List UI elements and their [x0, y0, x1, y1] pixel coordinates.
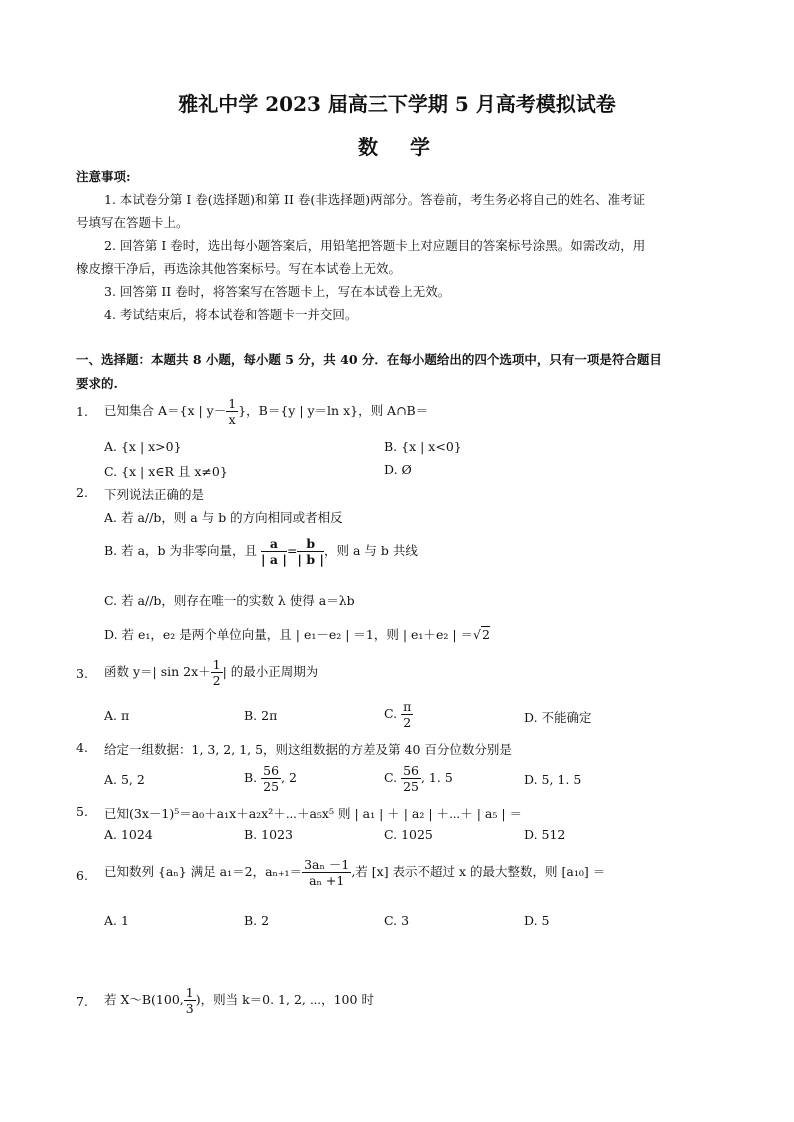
q6-stem-part1: 已知数列 {aₙ} 满足 a₁＝2，aₙ₊₁＝ [104, 864, 303, 879]
q2-eq-sign: = [286, 543, 298, 558]
q3-stem-part2: | 的最小正周期为 [222, 664, 319, 679]
q1-stem [104, 396, 428, 427]
q6-option-c: C. 3 [384, 913, 410, 928]
q2-frac-a-num: a [261, 536, 287, 552]
q4-option-c-fraction [401, 763, 421, 794]
q6-number: 6. [76, 868, 88, 883]
q3-option-a: A. π [104, 708, 130, 723]
q3-stem [104, 657, 318, 688]
q3-option-d: D. 不能确定 [524, 710, 592, 725]
q6-option-b: B. 2 [244, 913, 270, 928]
q3-fraction [211, 657, 223, 688]
q4-option-c-rest: , 1. 5 [420, 770, 453, 785]
q4-option-c-label: C. [384, 770, 398, 785]
q1-option-b: B. {x | x<0} [384, 439, 462, 454]
sqrt-symbol: √2 [473, 627, 490, 642]
q5-option-a: A. 1024 [104, 827, 153, 842]
q2-frac-a-den: | a | [261, 552, 287, 567]
exam-title: 雅礼中学 2023 届高三下学期 5 月高考模拟试卷 [178, 92, 616, 116]
q2-option-b-text: B. 若 a，b 为非零向量，且 [104, 543, 258, 558]
q3-c-den: 2 [403, 715, 412, 730]
q7-fraction [184, 985, 196, 1016]
q1-number: 1. [76, 404, 88, 419]
q3-option-c-fraction [401, 699, 413, 730]
notice-item-2b: 橡皮擦干净后，再选涂其他答案标号。写在本试卷上无效。 [76, 261, 402, 276]
q1-option-d: D. Ø [384, 462, 412, 477]
q3-option-c-label: C. [384, 706, 398, 721]
q4-b-den: 25 [263, 779, 280, 794]
q5-option-c: C. 1025 [384, 827, 433, 842]
q2-frac-a [261, 536, 287, 567]
q7-frac-den: 3 [185, 1001, 194, 1016]
sqrt-radicand: 2 [481, 627, 490, 642]
q2-option-b [104, 536, 418, 567]
q6-stem [104, 857, 605, 888]
q2-stem: 下列说法正确的是 [104, 487, 205, 502]
notice-item-1a: 1. 本试卷分第 I 卷(选择题)和第 II 卷(非选择题)两部分。答卷前，考生务必将自己的姓名、准考证 [104, 192, 646, 207]
q2-option-b-tail: ，则 a 与 b 共线 [323, 543, 418, 558]
q6-frac-den: aₙ +1 [309, 873, 345, 888]
q6-option-a: A. 1 [104, 913, 129, 928]
q6-fraction [302, 857, 351, 888]
q5-number: 5. [76, 804, 88, 819]
q2-option-d [104, 625, 490, 643]
q2-option-c: C. 若 a//b，则存在唯一的实数 λ 使得 a＝λb [104, 593, 355, 608]
q4-option-b [244, 763, 297, 794]
q7-stem-part2: )，则当 k＝0. 1, 2, ⋯，100 时 [195, 992, 374, 1007]
q4-number: 4. [76, 740, 88, 755]
notice-item-1b: 号填写在答题卡上。 [76, 215, 189, 230]
q4-c-den: 25 [403, 779, 419, 794]
q1-stem-part1: 已知集合 A＝{x | y－ [104, 403, 227, 418]
q7-stem-part1: 若 X～B(100, [104, 992, 184, 1007]
q6-stem-part2: ,若 [x] 表示不超过 x 的最大整数，则 [a₁₀] ＝ [351, 864, 606, 879]
q3-option-c [384, 699, 413, 730]
q1-stem-part2: }，B＝{y | y＝ln x}，则 A∩B＝ [238, 403, 429, 418]
q1-option-c: C. {x | x∈R 且 x≠0} [104, 464, 228, 479]
q1-frac-num: 1 [228, 396, 237, 411]
q2-frac-b-num: b [297, 536, 324, 552]
q2-frac-b [297, 536, 324, 567]
section-heading-line2: 要求的. [76, 376, 118, 391]
q3-frac-den: 2 [212, 673, 221, 688]
q5-option-d: D. 512 [524, 827, 566, 842]
q4-option-b-rest: , 2 [281, 770, 297, 785]
q1-frac-den: x [228, 412, 236, 427]
q4-option-c [384, 763, 453, 794]
q6-frac-num: 3aₙ －1 [304, 857, 350, 872]
q7-stem [104, 985, 374, 1016]
notice-item-3: 3. 回答第 II 卷时，将答案写在答题卡上，写在本试卷上无效。 [104, 284, 451, 299]
notice-item-4: 4. 考试结束后，将本试卷和答题卡一并交回。 [104, 307, 358, 322]
q2-frac-b-den: | b | [297, 552, 324, 567]
notice-heading: 注意事项: [76, 169, 131, 184]
q2-option-d-text: D. 若 e₁，e₂ 是两个单位向量，且 | e₁－e₂ | ＝1，则 | e₁＋e₂ | ＝ [104, 627, 474, 642]
q4-option-a: A. 5, 2 [104, 772, 145, 787]
q4-b-num: 56 [263, 763, 280, 778]
q2-option-a: A. 若 a//b，则 a 与 b 的方向相同或者相反 [104, 510, 343, 525]
q3-c-num: π [403, 699, 412, 714]
q5-stem: 已知(3x－1)⁵＝a₀＋a₁x＋a₂x²＋⋯＋a₅x⁵ 则 | a₁ | ＋ | a₂ | ＋⋯＋ | a₅ | ＝ [104, 806, 523, 821]
q3-frac-num: 1 [212, 657, 221, 672]
q3-option-b: B. 2π [244, 708, 278, 723]
q4-option-d: D. 5, 1. 5 [524, 772, 582, 787]
q3-number: 3. [76, 666, 88, 681]
q4-option-b-label: B. [244, 770, 258, 785]
q4-stem: 给定一组数据：1, 3, 2, 1, 5，则这组数据的方差及第 40 百分位数分别是 [104, 742, 512, 757]
q7-frac-num: 1 [185, 985, 194, 1000]
q7-number: 7. [76, 994, 88, 1009]
notice-item-2a: 2. 回答第 I 卷时，选出每小题答案后，用铅笔把答题卡上对应题目的答案标号涂黑。如需改动，用 [104, 238, 646, 253]
q1-fraction [226, 396, 238, 427]
q4-c-num: 56 [403, 763, 419, 778]
q6-option-d: D. 5 [524, 913, 550, 928]
q5-option-b: B. 1023 [244, 827, 293, 842]
subject-title: 数 学 [358, 135, 436, 159]
q1-option-a: A. {x | x>0} [104, 439, 182, 454]
q2-number: 2. [76, 485, 88, 500]
section-heading-line1: 一、选择题：本题共 8 小题，每小题 5 分，共 40 分．在每小题给出的四个选项中，只有一项是符合题目 [76, 352, 662, 367]
q4-option-b-fraction [261, 763, 281, 794]
q3-stem-part1: 函数 y＝| sin 2x＋ [104, 664, 211, 679]
